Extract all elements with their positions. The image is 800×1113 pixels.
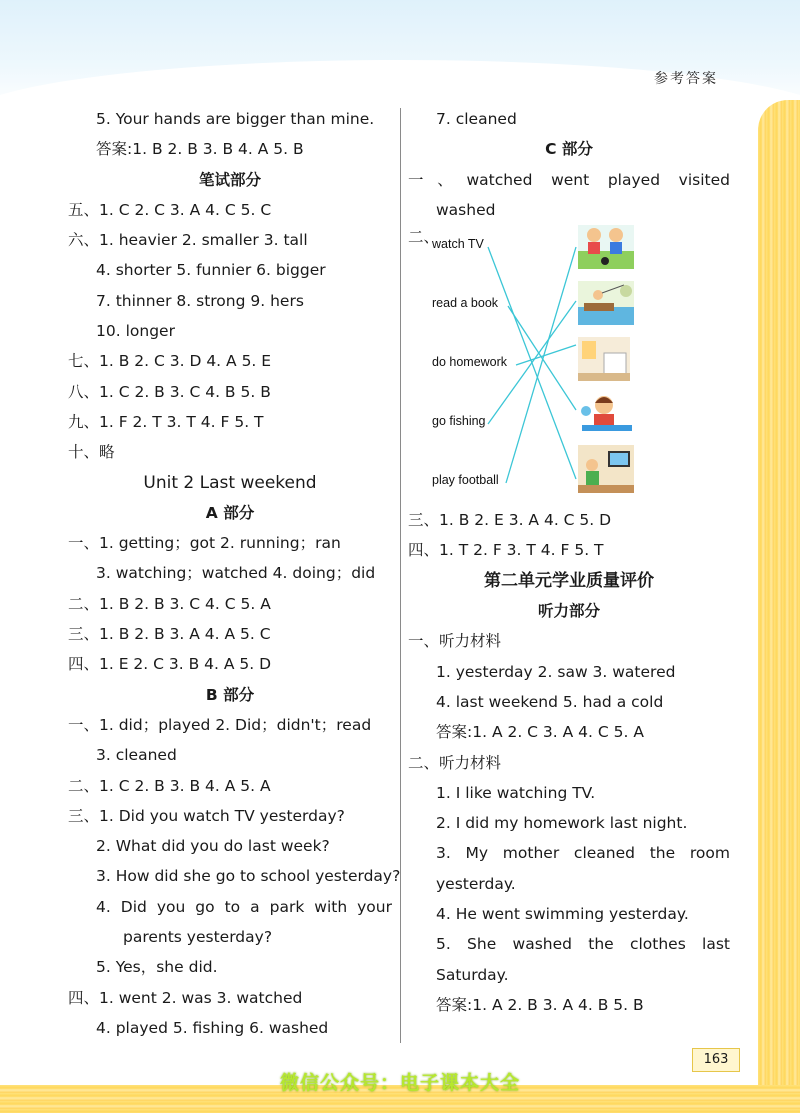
fishing-picture-icon <box>578 281 634 325</box>
right-bottom-line: 3. My mother cleaned the room <box>436 844 730 863</box>
homework-picture-icon <box>578 393 634 435</box>
right-bottom-line: 4. last weekend 5. had a cold <box>436 692 664 711</box>
page-edge-right <box>758 100 800 1113</box>
right-bottom-line: Saturday. <box>436 965 509 984</box>
right-bottom-line: 2. I did my homework last night. <box>436 814 688 833</box>
right-bottom-line: yesterday. <box>436 874 516 893</box>
left-column-line: 三、1. Did you watch TV yesterday? <box>68 806 345 825</box>
right-bottom-line: 答案:1. A 2. B 3. A 4. B 5. B <box>436 995 644 1014</box>
right-bottom-line: 听力部分 <box>537 602 600 621</box>
matching-exercise <box>408 225 730 505</box>
right-top-line: 7. cleaned <box>436 110 517 128</box>
left-column-line: 4. Did you go to a park with your <box>96 897 392 916</box>
right-column <box>408 104 730 1020</box>
right-bottom-line: 1. I like watching TV. <box>436 783 596 802</box>
left-column-line: 5. Yes，she did. <box>96 958 218 977</box>
left-column-line: 5. Your hands are bigger than mine. <box>96 110 375 128</box>
left-column-line: 4. played 5. fishing 6. washed <box>96 1018 329 1037</box>
right-bottom-line: 四、1. T 2. F 3. T 4. F 5. T <box>408 541 604 560</box>
left-column-line: parents yesterday? <box>123 928 273 947</box>
tv-picture-icon <box>578 445 634 493</box>
left-column-line: 七、1. B 2. C 3. D 4. A 5. E <box>68 352 272 371</box>
left-column-line: 2. What did you do last week? <box>96 837 330 856</box>
match-line-go-fishing <box>488 301 576 424</box>
right-top-line: washed <box>436 200 496 219</box>
left-column-line: 4. shorter 5. funnier 6. bigger <box>96 261 326 280</box>
right-bottom-line: 一、听力材料 <box>408 632 502 651</box>
right-bottom-line: 1. yesterday 2. saw 3. watered <box>436 662 676 681</box>
left-column-line: 八、1. C 2. B 3. C 4. B 5. B <box>68 382 271 401</box>
left-column-line: 四、1. E 2. C 3. B 4. A 5. D <box>68 655 272 674</box>
watermark-text: 微信公众号：电子课本大全 <box>279 1072 520 1094</box>
match-label-read-a-book: read a book <box>432 296 499 311</box>
column-divider <box>400 108 401 1043</box>
right-bottom-line: 5. She washed the clothes last <box>436 935 730 954</box>
left-column-line: 答案:1. B 2. B 3. B 4. A 5. B <box>96 140 304 159</box>
right-top-line: 一、watched went played visited <box>408 170 730 189</box>
left-column <box>68 104 401 1043</box>
left-column-line: 十、略 <box>68 443 115 462</box>
left-column-line: 10. longer <box>96 322 175 341</box>
left-column-line: 3. How did she go to school yesterday? <box>96 867 401 886</box>
match-label-do-homework: do homework <box>432 355 508 370</box>
left-column-line: 二、1. B 2. B 3. C 4. C 5. A <box>68 594 271 613</box>
left-column-line: 三、1. B 2. B 3. A 4. A 5. C <box>68 625 271 644</box>
left-column-line: 四、1. went 2. was 3. watched <box>68 988 303 1007</box>
left-column-line: 九、1. F 2. T 3. T 4. F 5. T <box>68 412 264 431</box>
match-label-watch-tv: watch TV <box>432 237 484 252</box>
right-bottom-line: 三、1. B 2. E 3. A 4. C 5. D <box>408 511 612 530</box>
right-bottom-line: 第二单元学业质量评价 <box>484 570 654 591</box>
page-header-title: 参考答案 <box>654 71 718 87</box>
right-bottom-line: 答案:1. A 2. C 3. A 4. C 5. A <box>436 723 644 742</box>
left-column-line: 笔试部分 <box>198 170 261 189</box>
matching-diagram <box>408 225 730 505</box>
left-column-line: 3. cleaned <box>96 746 177 765</box>
left-column-line: 二、1. C 2. B 3. B 4. A 5. A <box>68 776 271 795</box>
page-number: 163 <box>692 1048 740 1072</box>
match-label-play-football: play football <box>432 473 499 488</box>
match-label-go-fishing: go fishing <box>432 414 486 429</box>
right-top-line: C 部分 <box>545 140 593 159</box>
left-column-line: 3. watching；watched 4. doing；did <box>96 564 376 583</box>
right-bottom-line: 4. He went swimming yesterday. <box>436 905 689 924</box>
left-column-line: 六、1. heavier 2. smaller 3. tall <box>68 231 308 250</box>
room-picture-icon <box>578 337 630 381</box>
football-picture-icon <box>578 225 634 269</box>
left-column-line: Unit 2 Last weekend <box>143 472 317 493</box>
left-column-line: 一、1. getting；got 2. running；ran <box>68 534 341 553</box>
left-column-line: 7. thinner 8. strong 9. hers <box>96 291 304 310</box>
left-column-line: A 部分 <box>205 503 255 522</box>
matching-tag: 二、 <box>408 228 440 247</box>
left-column-line: B 部分 <box>205 685 255 704</box>
left-column-line: 五、1. C 2. C 3. A 4. C 5. C <box>68 200 272 219</box>
match-line-read-a-book <box>508 306 576 410</box>
left-column-line: 一、1. did；played 2. Did；didn't；read <box>68 715 372 734</box>
right-bottom-line: 二、听力材料 <box>408 753 502 772</box>
